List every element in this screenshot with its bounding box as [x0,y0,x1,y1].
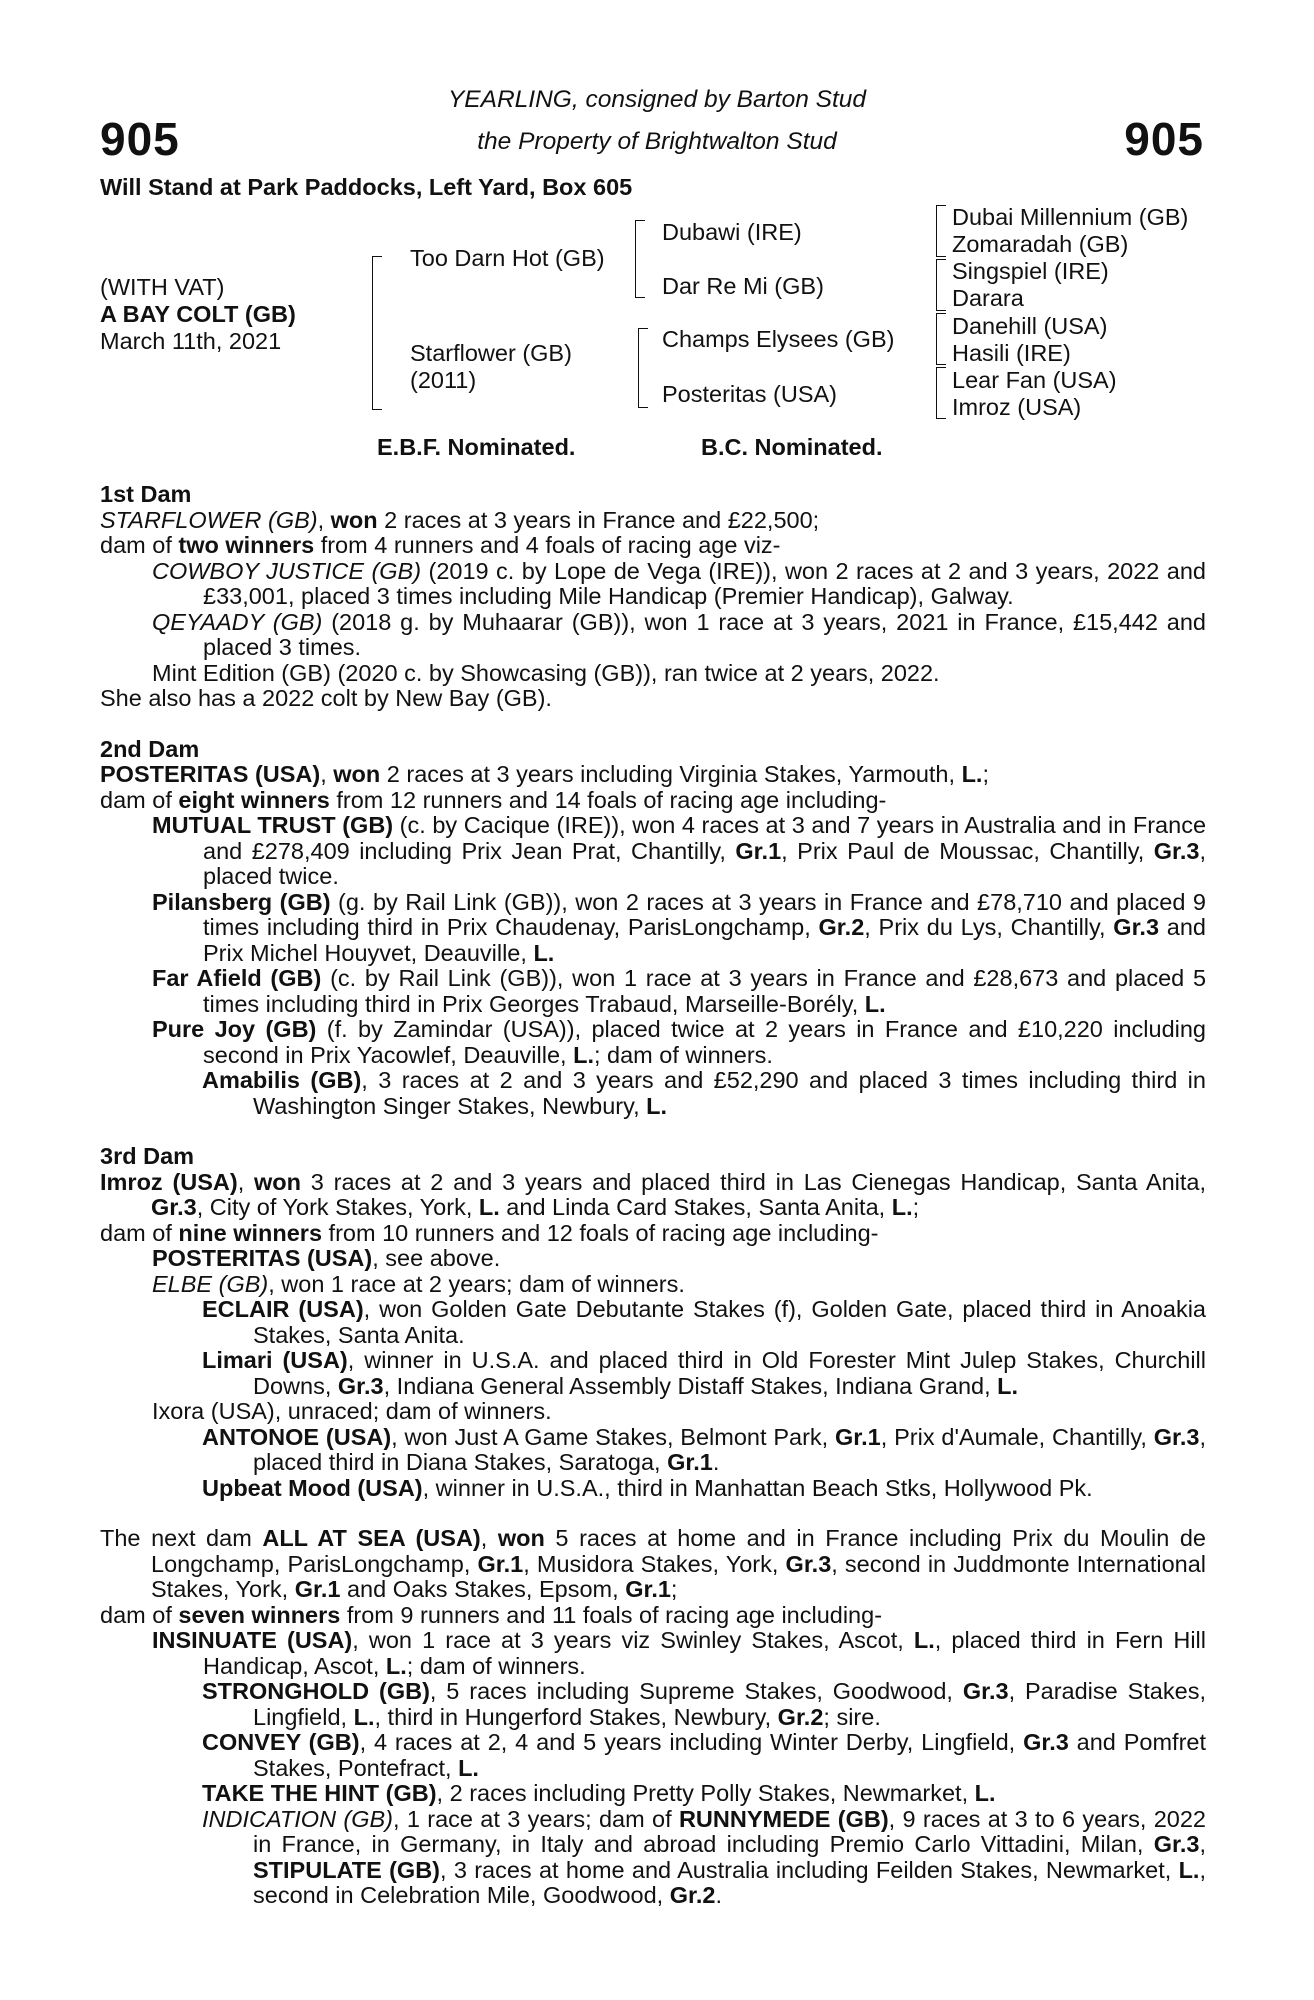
pedigree-brace-dam [638,328,648,408]
next-dam-produce-summary: dam of seven winners from 9 runners and 11 foals of racing age including- [100,1601,883,1628]
second-dam-produce-3: Far Afield (GB) (c. by Rail Link (GB)), won 1 race at 3 years in France and £28,673 and placed 5 times including third in Prix Georges Trabaud, Marseille-Borély, L. [152,965,1207,1017]
third-dam-produce-summary: dam of nine winners from 10 runners and 12 foals of racing age including- [100,1219,879,1246]
vat-note: (WITH VAT) [100,274,225,300]
first-dam-line: STARFLOWER (GB), won 2 races at 3 years in France and £22,500; [100,506,820,533]
third-dam-produce-1: POSTERITAS (USA), see above. [152,1245,501,1271]
third-dam-grandproduce-4: Upbeat Mood (USA), winner in U.S.A., third in Manhattan Beach Stks, Hollywood Pk. [202,1474,1093,1501]
gg-6: Hasili (IRE) [952,340,1071,366]
first-dam-name: STARFLOWER (GB) [100,506,318,533]
stand-location: Will Stand at Park Paddocks, Left Yard, Box 605 [100,174,633,200]
next-dam-grandproduce-4: INDICATION (GB), 1 race at 3 years; dam of RUNNYMEDE (GB), 9 races at 3 to 6 years, 2022 in France, in Germany, in Italy and abroad including Premio Carlo Vittadini, Milan, Gr.3, STIPULATE (GB), 3 races at home and Australia including Feilden Stakes, Newmarket, L., second in Celebration Mile, Goodwood, Gr.2. [202,1805,1207,1908]
horse-title: A BAY COLT (GB) [100,301,296,327]
foaling-date: March 11th, 2021 [100,328,282,354]
dam-dam: Posteritas (USA) [662,381,837,407]
pedigree-brace-g1 [936,205,946,257]
second-dam-line: POSTERITAS (USA), won 2 races at 3 years including Virginia Stakes, Yarmouth, L.; [100,761,989,787]
next-dam-grandproduce-3: TAKE THE HINT (GB), 2 races including Pretty Polly Stakes, Newmarket, L. [202,1780,996,1806]
third-dam-produce-3: Ixora (USA), unraced; dam of winners. [152,1398,552,1424]
pedigree-brace-g3 [936,313,946,365]
sire-sire: Dubawi (IRE) [662,219,802,245]
dam-year: (2011) [410,367,477,393]
sire-dam: Dar Re Mi (GB) [662,273,824,299]
first-dam-produce-summary: dam of two winners from 4 runners and 4 foals of racing age viz- [100,532,781,558]
second-dam-produce-2: Pilansberg (GB) (g. by Rail Link (GB)), won 2 races at 3 years in France and £78,710 and placed 9 times including third in Prix Chaudenay, ParisLongchamp, Gr.2, Prix du Lys, Chantilly, Gr.3 and Prix Michel Houyvet, Deauville, L. [152,888,1206,966]
second-dam-produce-1: MUTUAL TRUST (GB) (c. by Cacique (IRE)), won 4 races at 3 and 7 years in Australia and in France and £278,409 including Prix Jean Prat, Chantilly, Gr.1, Prix Paul de Moussac, Chantilly, Gr.3, placed twice. [152,812,1207,889]
first-dam-heading: 1st Dam [100,481,192,507]
gg-4: Darara [952,285,1024,311]
next-dam-grandproduce-1: STRONGHOLD (GB), 5 races including Supreme Stakes, Goodwood, Gr.3, Paradise Stakes, Lingfield, L., third in Hungerford Stakes, Newbury, Gr.2; sire. [202,1678,1206,1730]
pedigree-brace-main [372,256,382,410]
gg-5: Danehill (USA) [952,313,1108,339]
property-line: the Property of Brightwalton Stud [477,128,837,155]
third-dam-grandproduce-3: ANTONOE (USA), won Just A Game Stakes, Belmont Park, Gr.1, Prix d'Aumale, Chantilly, Gr.3, placed third in Diana Stakes, Saratoga, Gr.1. [202,1423,1206,1475]
second-dam-produce-summary: dam of eight winners from 12 runners and 14 foals of racing age including- [100,786,887,813]
first-dam-produce-2: QEYAADY (GB) (2018 g. by Muhaarar (GB)), won 1 race at 3 years, 2021 in France, £15,442 and placed 3 times. [152,608,1206,660]
gg-1: Dubai Millennium (GB) [952,204,1189,230]
gg-8: Imroz (USA) [952,394,1082,420]
third-dam-grandproduce-1: ECLAIR (USA), won Golden Gate Debutante Stakes (f), Golden Gate, placed third in Anoakia Stakes, Santa Anita. [202,1296,1206,1348]
second-dam-grandproduce-1: Amabilis (GB), 3 races at 2 and 3 years and £52,290 and placed 3 times including third in Washington Singer Stakes, Newbury, L. [202,1067,1206,1119]
second-dam-heading: 2nd Dam [100,735,200,762]
first-dam-also-has: She also has a 2022 colt by New Bay (GB). [100,685,552,711]
gg-2: Zomaradah (GB) [952,231,1129,257]
gg-3: Singspiel (IRE) [952,258,1109,284]
consignor-line: YEARLING, consigned by Barton Stud [447,86,867,113]
bc-nomination: B.C. Nominated. [701,434,883,460]
lot-number-right: 905 [1124,113,1204,165]
dam-sire: Champs Elysees (GB) [662,326,895,352]
third-dam-line: Imroz (USA), won 3 races at 2 and 3 years and placed third in Las Cienegas Handicap, Santa Anita, Gr.3, City of York Stakes, York, L. and Linda Card Stakes, Santa Anita, L.; [100,1168,1206,1220]
sire: Too Darn Hot (GB) [410,245,605,271]
third-dam-grandproduce-2: Limari (USA), winner in U.S.A. and placed third in Old Forester Mint Julep Stakes, Churchill Downs, Gr.3, Indiana General Assembly Distaff Stakes, Indiana Grand, L. [202,1347,1206,1399]
second-dam-produce-4: Pure Joy (GB) (f. by Zamindar (USA)), placed twice at 2 years in France and £10,220 including second in Prix Yacowlef, Deauville, L.; dam of winners. [152,1016,1206,1068]
third-dam-produce-2: ELBE (GB), won 1 race at 2 years; dam of winners. [152,1270,685,1297]
gg-7: Lear Fan (USA) [952,367,1117,393]
ebf-nomination: E.B.F. Nominated. [377,434,576,460]
lot-number-left: 905 [100,113,180,165]
next-dam-line: The next dam ALL AT SEA (USA), won 5 races at home and in France including Prix du Moulin de Longchamp, ParisLongchamp, Gr.1, Musidora Stakes, York, Gr.3, second in Juddmonte International Stakes, York, Gr.1 and Oaks Stakes, Epsom, Gr.1; [100,1525,1206,1602]
catalogue-body [100,482,1206,1909]
first-dam-produce-1: COWBOY JUSTICE (GB) (2019 c. by Lope de Vega (IRE)), won 2 races at 2 and 3 years, 2022 and £33,001, placed 3 times including Mile Handicap (Premier Handicap), Galway. [152,557,1206,609]
pedigree-brace-g2 [936,259,946,311]
next-dam-grandproduce-2: CONVEY (GB), 4 races at 2, 4 and 5 years including Winter Derby, Lingfield, Gr.3 and Pomfret Stakes, Pontefract, L. [202,1729,1207,1781]
pedigree-brace-g4 [936,367,946,419]
first-dam-produce-3: Mint Edition (GB) (2020 c. by Showcasing (GB)), ran twice at 2 years, 2022. [152,659,940,686]
dam: Starflower (GB) [410,340,572,366]
next-dam-produce-1: INSINUATE (USA), won 1 race at 3 years viz Swinley Stakes, Ascot, L., placed third in Fern Hill Handicap, Ascot, L.; dam of winners. [152,1627,1206,1679]
third-dam-heading: 3rd Dam [100,1143,195,1169]
pedigree-brace-sire [635,220,645,298]
